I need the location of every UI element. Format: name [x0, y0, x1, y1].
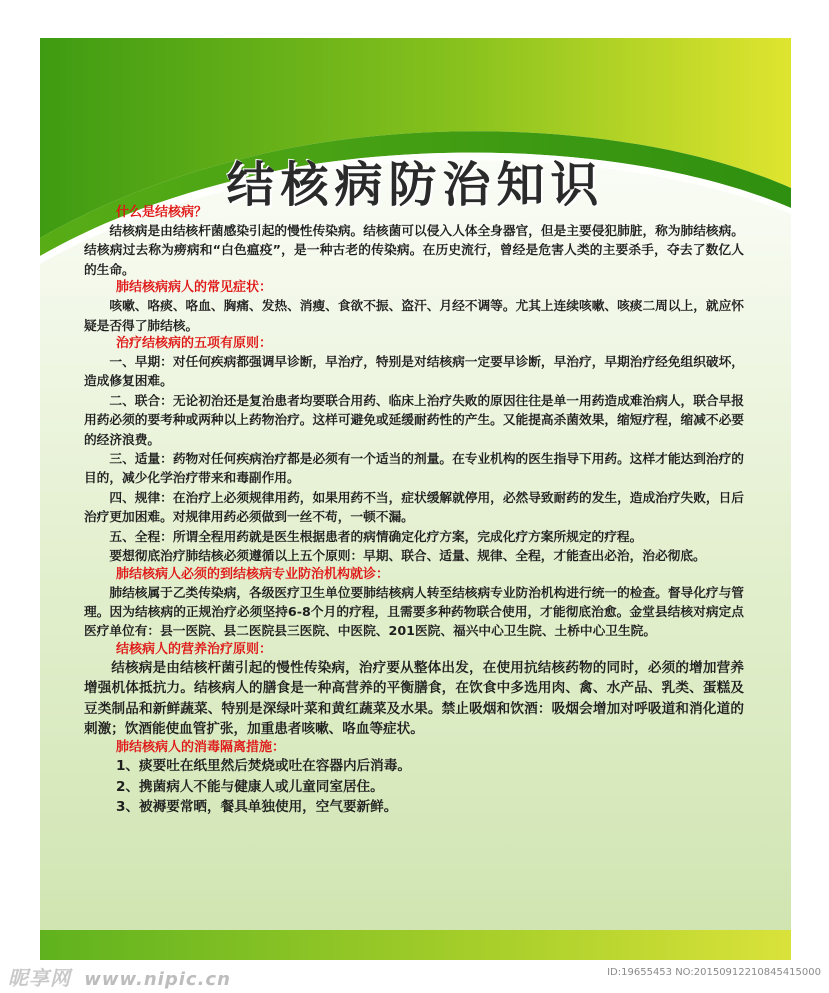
section-heading: 什么是结核病？ [116, 205, 208, 220]
section-paragraph: 五、全程：所谓全程用药就是医生根据患者的病情确定化疗方案，完成化疗方案所规定的疗程。 [109, 528, 643, 544]
watermark-logo: 昵享网 [8, 966, 71, 990]
section-heading: 结核病人的营养治疗原则： [116, 641, 273, 657]
image-id-text: ID:19655453 NO:20150912210845415000 [607, 967, 821, 978]
bottom-green-band [40, 930, 791, 960]
list-item: 1、痰要吐在纸里然后焚烧或吐在容器内后消毒。 [116, 758, 411, 775]
section-paragraph: 肺结核属于乙类传染病，各级医疗卫生单位要肺结核病人转至结核病专业防治机构进行统一的检查。督导化疗与管理。因为结核病的正规治疗必须坚持6-8个月的疗程，且需要多种药物联合使用，才能彻底治愈。金堂县结核对病定点医疗单位有：县一医院、县二医院县三医院、中医院、201医院、福兴中心卫生院、土桥中心卫生院。 [84, 584, 744, 639]
section-paragraph: 三、适量：药物对任何疾病治疗都是必须有一个适当的剂量。在专业机构的医生指导下用药。这样才能达到治疗的目的，减少化学治疗带来和毒副作用。 [84, 451, 744, 486]
section-paragraph: 要想彻底治疗肺结核必须遵循以上五个原则：早期、联合、适量、规律、全程，才能查出必治，治必彻底。 [109, 548, 706, 564]
watermark-url: www.nipic.cn [84, 969, 231, 990]
section-paragraph: 结核病是由结核杆菌感染引起的慢性传染病。结核菌可以侵入人体全身器官，但是主要侵犯肺脏，称为肺结核病。结核病过去称为痨病和“白色瘟疫”，是一种古老的传染病。在历史流行，曾经是危害人类的主要杀手，夺去了数亿人的生命。 [84, 223, 744, 277]
poster [40, 38, 791, 960]
watermark [8, 962, 231, 991]
section-paragraph: 结核病是由结核杆菌引起的慢性传染病，治疗要从整体出发，在使用抗结核药物的同时，必须的增加营养增强机体抵抗力。结核病人的膳食是一种高营养的平衡膳食，在饮食中多选用肉、禽、水产品、乳类、蛋糕及豆类制品和新鲜蔬菜、特别是深绿叶菜和黄红蔬菜及水果。禁止吸烟和饮酒：吸烟会增加对呼吸道和消化道的刺激；饮酒能使血管扩张，加重患者咳嗽、咯血等症状。 [84, 659, 744, 737]
content-body [84, 204, 744, 818]
list-item: 3、被褥要常晒，餐具单独使用，空气要新鲜。 [116, 799, 398, 816]
section-paragraph: 一、早期：对任何疾病都强调早诊断，早治疗，特别是对结核病一定要早诊断，早治疗，早期治疗经免组织破坏，造成修复困难。 [84, 354, 744, 389]
section-paragraph: 四、规律：在治疗上必须规律用药，如果用药不当，症状缓解就停用，必然导致耐药的发生，造成治疗失败，日后治疗更加困难。对规律用药必须做到一丝不苟，一顿不漏。 [84, 489, 744, 525]
section-heading: 肺结核病病人的常见症状： [116, 280, 273, 296]
section-heading: 治疗结核病的五项有原则： [116, 336, 273, 352]
section-heading: 肺结核病人必须的到结核病专业防治机构就诊： [116, 566, 390, 582]
page-title: 结核病防治知识 [226, 157, 605, 213]
section-paragraph: 咳嗽、咯痰、咯血、胸痛、发热、消瘦、食欲不振、盗汗、月经不调等。尤其上连续咳嗽、咳痰二周以上，就应怀疑是否得了肺结核。 [84, 298, 744, 333]
section-heading: 肺结核病人的消毒隔离措施： [116, 740, 286, 756]
section-paragraph: 二、联合：无论初治还是复治患者均要联合用药、临床上治疗失败的原因往往是单一用药造成难治病人，联合早报用药必须的要考种或两种以上药物治疗。这样可避免或延缓耐药性的产生。又能提高杀菌效果，缩短疗程，缩减不必要的经济浪费。 [84, 392, 744, 447]
list-item: 2、携菌病人不能与健康人或儿童同室居住。 [116, 778, 384, 795]
